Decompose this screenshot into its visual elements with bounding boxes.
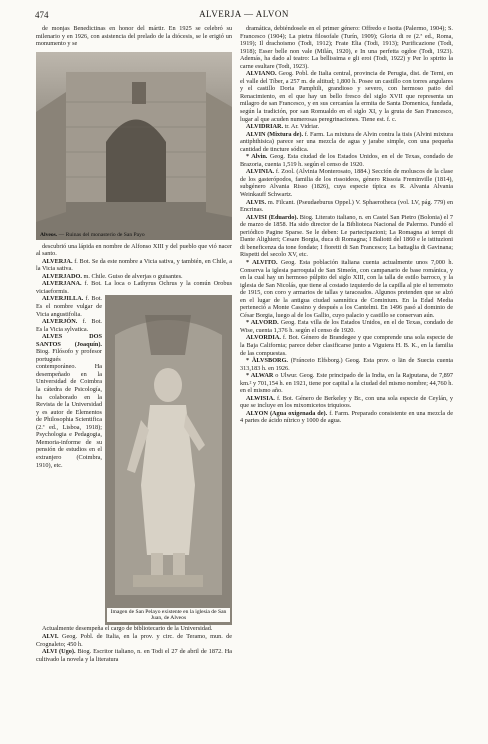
entry — [240, 334, 453, 357]
narrow-entries — [36, 295, 102, 469]
entry-text: f. Bot. Es el nombre vulgar de Vicia angustifolia. — [36, 295, 102, 318]
entry-text: m. Filcant. (Pseudaeburus Oppel.) V. Sphaerotheca (vol. LV, pág. 779) en Encrinas. — [240, 198, 454, 214]
entry — [36, 280, 232, 295]
entry-text: m. Chile. Guiso de alverjas o guisantes. — [83, 272, 183, 280]
entry-text: f. Bot. Es la Vicia sylvatica. — [36, 318, 102, 333]
headword: Alvin. — [251, 153, 268, 161]
entry — [36, 648, 232, 663]
headword: ALYON (Agua oxigenada de). — [246, 409, 328, 417]
update-marker: * — [246, 153, 252, 161]
entry — [36, 633, 232, 648]
entry-text: f. Zool. (Alvinia Monterosato, 1884.) Sección de moluscos de la clase de los gasterópodos, familia de los rissoideos, género Rissoia Freminville (1814), subgénero Alvania Risso (1826), cuya especie típica es R. Alvania Alvania Weinkauff Schwartz. — [240, 168, 453, 199]
entry-text: Biog. Filósofo y profesor portugués contemporáneo. Ha desempeñado en la Universidad de Coimbra la cátedra de Psicología, ha colaborado en la Revista de la Universidad y es autor de Elementos de Philosophia Scientifica (2.ª ed., Lisboa, 1918); Psychologia e Pedagogia, Memoria-informe de su pensión de estudios en el extranjero (Coimbra, 1910), etc. — [36, 348, 102, 469]
entry-text: f. Farm. Preparado consistente en una mezcla de 4 partes de ácido nítrico y 1000 de agua. — [240, 409, 453, 425]
entry — [240, 214, 453, 259]
entry — [240, 395, 453, 410]
entry — [240, 25, 453, 70]
ruins-illustration — [36, 52, 232, 240]
caption-place: Alveos. — [40, 231, 58, 238]
headword: ALVINIA. — [246, 168, 275, 176]
headword: ALVISI (Eduardo). — [246, 213, 299, 221]
headword: ALVORD. — [250, 319, 279, 327]
entry — [36, 625, 232, 633]
headword: ALVIS. — [246, 198, 267, 206]
entry-text: o Ulwur. Geog. Este principado de la India, en la Rajputana, de 7,897 km.² y 701,154 h. en 1921, tiene por capital a la ciudad del mismo nombre; 44,760 h. en el mismo año. — [240, 372, 454, 395]
left-mid-entries — [36, 243, 232, 296]
entry — [240, 168, 453, 198]
left-top-entries — [36, 25, 232, 48]
headword: ALVIN (Mixtura de). — [246, 130, 304, 138]
headword: ALVERJÓN. — [42, 318, 78, 326]
entry — [240, 372, 453, 395]
update-marker: * — [246, 258, 253, 266]
entry — [240, 199, 453, 214]
entry-text: Biog. Literato italiano, n. en Castel San Pietro (Bolonia) el 7 de marzo de 1858. Ha sido director de la Biblioteca Nacional de Palermo. Fundó el periódico Pagine Sparse. Se le deben: Le partecipazioni; La Romagna ai tempi di Dante Alighieri; Cesare Borgia, duca di Romagna; I Baliotti del 1860 e le istituzioni di beneficenza da tone fondate; I fioretti di San Francesco; La battaglia di Gavinana; Rispetti del secolo XV, etc. — [240, 213, 453, 259]
entry — [36, 333, 102, 469]
entry-text: Geog. Pobl. de Italia, en la prov. y circ. de Teramo, mun. de Crognaleto; 450 h. — [36, 633, 233, 648]
entry — [240, 131, 453, 154]
left-column — [36, 25, 232, 663]
entry — [36, 258, 232, 273]
headword: ALVORDIA. — [246, 334, 281, 342]
entry-text: f. Bot. La loca o Lathyrus Ochrus y la común Orobus viciaeformis. — [36, 280, 232, 295]
entry-text: f. Bot. Se da este nombre a Vicia sativa, y también, en Chile, a la Vicia sativa. — [36, 257, 232, 273]
page-header — [0, 9, 488, 23]
entry-text: Geog. Pobl. de Italia central, provincia de Perugia, dist. de Terni, en el valle del Tíber, a 257 m. de altitud; 1,800 h. Posee un castillo con torres angulares y el castillo Doria Pamphili, grandioso y severo, con hermoso patio del Renacimiento, en el que hay un bello fresco del siglo XVII que representa un milagro de san Francesco, y en sus cercanías la ermita de Santa Domenica, fundada, según la tradición, por san Romualdo en el siglo XI, y la gruta de San Francesco, lugar al que acuden numerosas peregrinaciones. Tiene est. f. c. — [240, 70, 453, 123]
statue-illustration — [105, 295, 232, 625]
entry — [36, 243, 232, 258]
headword: ALVERJA. — [42, 257, 73, 265]
headword: ALVERJADO. — [42, 272, 82, 280]
entry-text: Geog. Esta ciudad de los Estados Unidos, en el de Texas, condado de Brazoria, cuenta 1,519 h. según el censo de 1920. — [240, 153, 454, 168]
entry — [240, 153, 453, 168]
entry-text: tr. Ar. Vidriar. — [284, 123, 320, 131]
statue-caption: Imagen de San Pelayo existente en la iglesia de San Juan, de Alveos — [107, 608, 230, 622]
entry — [240, 357, 453, 372]
entry-text: Geog. Esta población italiana cuenta actualmente unos 7,000 h. Conserva la iglesia parroquial de San Simeón, con campanario de base románica, y en la cual hay un hermoso púlpito del siglo XIII, con la talla de estilo barroco, y la iglesia de San Nicolás, que tiene al costado izquierdo de la capilla al pie el terremoto de 1915, con coro y armarios de tallas y taraceados. Algunos pretenden que se alzó en el lugar de la antigua ciudad samnítica de Cominium. En la Edad Media perteneció a Monte Cassino y después a los Cantelmi. En 1496 pasó al dominio de César Borgia, luego al de los Gallio, cuyo palacio y castillo se conservan aún. — [240, 258, 454, 319]
headword: ALWAR — [250, 372, 274, 380]
headword: ALVIDRIAR. — [246, 123, 284, 131]
entry-text: f. Bot. Género de Brandegee y que comprende una sola especie de la Baja California; parece deber clasificarse junto a Viguiera H. B. K., en la familia de las compuestas. — [240, 334, 454, 357]
entry — [240, 259, 453, 319]
entry — [36, 318, 102, 333]
headword: ALVERJILLA. — [42, 295, 84, 303]
entry-text: de monjas Benedictinas en honor del mártir. En 1925 se celebró su milenario y en 1926, con asistencia del prelado de la diócesis, se le erigió un monumento y se — [36, 25, 232, 48]
headword: ÄLVSBORG. — [251, 357, 288, 365]
caption-text: — Ruinas del monasterio de San Payo — [58, 231, 145, 238]
narrow-section — [36, 295, 232, 625]
entry-text: Geog. Esta villa de los Estados Unidos, en el de Texas, condado de Wise, cuenta 1,376 h. según el censo de 1920. — [240, 319, 454, 334]
headword: ALVI (Ugo). — [42, 648, 76, 656]
entry — [36, 25, 232, 48]
headword: ALVI. — [42, 633, 59, 641]
statue-photo — [105, 295, 232, 625]
left-bottom-entries — [36, 625, 232, 663]
headword: ALVITO. — [252, 258, 278, 266]
entry-text: f. Farm. La mixtura de Alvin contra la tisis (Alvini mixtura antiphthisica) parece ser una mezcla de agua y jarabe simple, con una pequeña cantidad de tincture sódica. — [240, 130, 453, 153]
entry — [240, 123, 453, 131]
entry-text: (Fránceio Elfsborg.) Geog. Esta prov. o län de Suecia cuenta 313,183 h. en 1926. — [240, 357, 454, 372]
entry — [36, 273, 232, 281]
headword: ALVERJANA. — [42, 280, 82, 288]
entry-text: Biog. Escritor italiano, n. en Todi el 27 de abril de 1872. Ha cultivado la novela y la literatura — [36, 648, 233, 663]
entry — [240, 410, 453, 425]
entry — [240, 70, 453, 123]
running-head: ALVERJA — ALVON — [199, 9, 289, 19]
headword: ALWISIA. — [246, 394, 275, 402]
entry-text: dramática, debiéndosele en el primer género: Offredo e Isotta (Palermo, 1904); S. Francesco (1904); La pietra filosofale (Turín, 1909); Gloria di re (2.ª ed., Roma, 1919); Il drachoismo (Todi, 1912); Frate Elia (Todi, 1913); Purificazione (Todi, 1918); Esser belle non vale (Milán, 1920), e In una perfetta ogdoe (Todi, 1923). Además, ha dado al teatro: La bellissima e gli eroi (Todi, 1922) y Per lo spirito la carne esultare (Todi, 1923). — [240, 25, 453, 70]
page-number: 474 — [35, 10, 49, 20]
entry-text: f. Bot. Género de Berkeley y Br., con una sola especie de Ceylán, y que se incluye en los mixomicetos triquioos. — [240, 394, 453, 410]
headword: ALVIANO. — [246, 70, 277, 78]
update-marker: * — [246, 357, 252, 365]
ruins-caption — [40, 232, 230, 238]
entry-text: Actualmente desempeña el cargo de bibliotecario de la Universidad. — [42, 625, 213, 633]
update-marker: * — [246, 319, 251, 327]
headword: ALVES DOS SANTOS (Joaquín). — [36, 333, 102, 348]
entry — [36, 295, 102, 318]
entry — [240, 319, 453, 334]
entry-text: descubrió una lápida en nombre de Alfonso XIII y del pueblo que vió nacer al santo. — [36, 242, 232, 258]
right-column — [240, 25, 453, 425]
update-marker: * — [246, 372, 251, 380]
ruins-photo — [36, 52, 232, 240]
